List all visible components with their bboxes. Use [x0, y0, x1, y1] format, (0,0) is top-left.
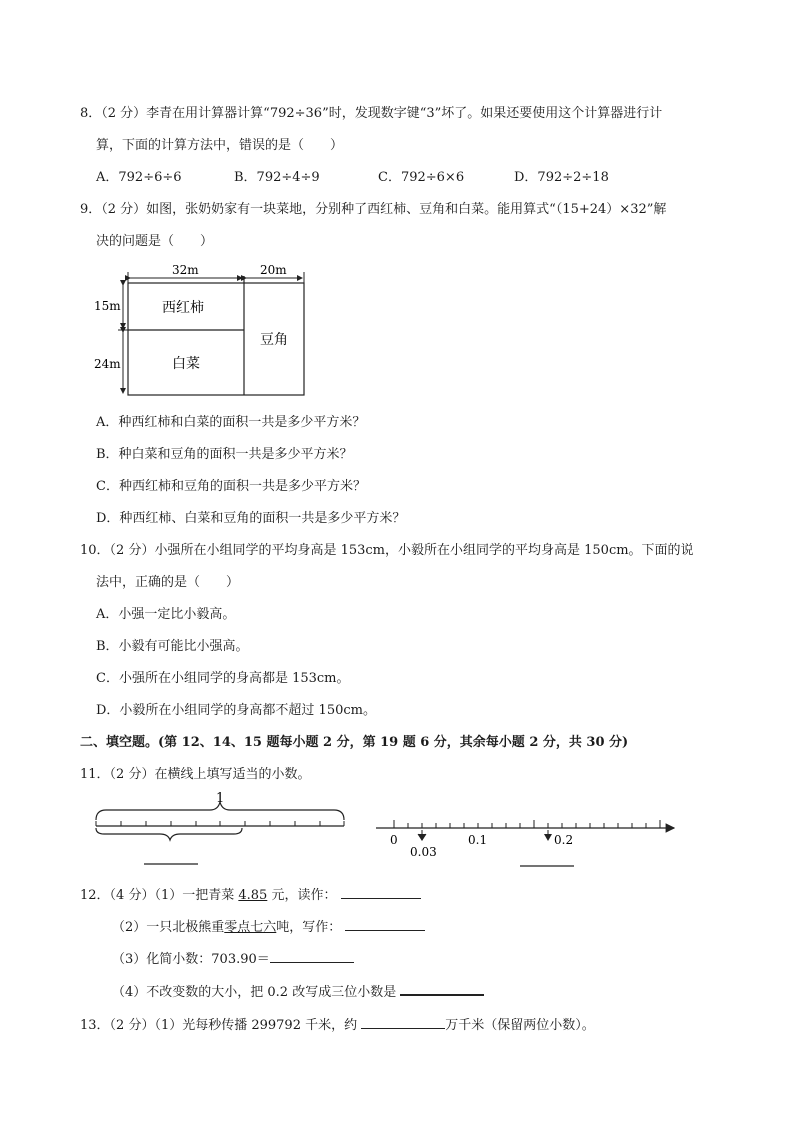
q12-part1 — [80, 884, 421, 905]
q12-part2-prefix: （2）一只北极熊重 — [112, 920, 225, 935]
q13-part1-suffix: 万千米（保留两位小数）。 — [445, 1018, 595, 1033]
number-line-ticks — [394, 820, 660, 828]
q12-part3-answer-blank[interactable] — [270, 948, 354, 963]
dim-top-left-label: 32m — [172, 263, 199, 277]
axis-label-zero: 0 — [390, 833, 398, 847]
q8-option-a: A．792÷6÷6 — [96, 170, 182, 185]
q12-part2 — [112, 916, 425, 937]
q12-part1-answer-blank[interactable] — [341, 884, 421, 899]
q11-brace-ruler — [92, 790, 352, 870]
dim-left-top-label: 15m — [94, 299, 121, 313]
q12-part2-suffix: 吨，写作： — [276, 920, 342, 935]
q9-stem-line2: 决的问题是（ ） — [96, 234, 214, 249]
q8-option-d: D．792÷2÷18 — [514, 170, 609, 185]
q10-option-d: D．小毅所在小组同学的身高都不超过 150cm。 — [96, 703, 376, 718]
q11-number-line — [372, 800, 682, 870]
q13-part1-answer-blank[interactable] — [361, 1014, 445, 1029]
q11-stem: 11．（2 分）在横线上填写适当的小数。 — [80, 767, 311, 782]
ruler-label-one: 1 — [216, 791, 225, 806]
cell-tomato: 西红柿 — [162, 300, 204, 316]
dim-top-right-label: 20m — [260, 263, 287, 277]
ruler-ticks — [96, 821, 344, 826]
q8-stem-line2: 算，下面的计算方法中，错误的是（ ） — [96, 138, 344, 153]
q12-part1-suffix: 元，读作： — [267, 888, 337, 903]
q9-option-a: A．种西红柿和白菜的面积一共是多少平方米？ — [96, 415, 366, 430]
q9-option-d: D．种西红柿、白菜和豆角的面积一共是多少平方米？ — [96, 511, 406, 526]
q9-stem-line1: 9．（2 分）如图，张奶奶家有一块菜地，分别种了西红柿、豆角和白菜。能用算式“（15+24）×32”解 — [80, 202, 667, 217]
q12-part1-value: 4.85 — [238, 888, 268, 903]
q10-option-b: B．小毅有可能比小强高。 — [96, 639, 249, 654]
q12-part3-text: （3）化简小数：703.90＝ — [112, 952, 270, 967]
q13-part1 — [80, 1014, 595, 1035]
q12-part1-prefix: 12．（4 分）（1）一把青菜 — [80, 888, 239, 903]
q8-option-b: B．792÷4÷9 — [234, 170, 320, 185]
q8-option-c: C．792÷6×6 — [378, 170, 465, 185]
q12-part4-text: （4）不改变数的大小，把 0.2 改写成三位小数是 — [112, 985, 401, 1000]
q13-part1-prefix: 13．（2 分）（1）光每秒传播 299792 千米，约 — [80, 1018, 362, 1033]
q12-part2-answer-blank[interactable] — [345, 916, 425, 931]
q12-part2-value: 零点七六 — [224, 920, 277, 935]
q12-part4 — [112, 980, 484, 1002]
q9-option-c: C．种西红柿和豆角的面积一共是多少平方米？ — [96, 479, 366, 494]
q9-option-b: B．种白菜和豆角的面积一共是多少平方米？ — [96, 447, 353, 462]
bottom-brace — [96, 828, 242, 840]
axis-label-point-one: 0.1 — [468, 833, 488, 847]
q10-stem-line2: 法中，正确的是（ ） — [96, 575, 240, 590]
section-heading: 二、填空题。(第 12、14、15 题每小题 2 分，第 19 题 6 分，其余每小题 2 分，共 30 分) — [80, 735, 629, 750]
q10-option-c: C．小强所在小组同学的身高都是 153cm。 — [96, 671, 350, 686]
axis-label-point-zero-three: 0.03 — [410, 845, 437, 859]
cell-cabbage: 白菜 — [172, 356, 200, 372]
dim-left-bottom-label: 24m — [94, 357, 121, 371]
q8-stem-line1: 8．（2 分）李青在用计算器计算“792÷36”时，发现数字键“3”坏了。如果还要使用这个计算器进行计 — [80, 106, 663, 121]
q12-part4-answer-blank[interactable] — [400, 980, 484, 996]
axis-label-point-two: 0.2 — [554, 833, 574, 847]
garden-figure — [92, 258, 312, 398]
cell-beans: 豆角 — [260, 332, 288, 348]
q10-stem-line1: 10．（2 分）小强所在小组同学的平均身高是 153cm，小毅所在小组同学的平均身高是 150cm。下面的说 — [80, 543, 694, 558]
q12-part3 — [112, 948, 354, 969]
q10-option-a: A．小强一定比小毅高。 — [96, 607, 236, 622]
